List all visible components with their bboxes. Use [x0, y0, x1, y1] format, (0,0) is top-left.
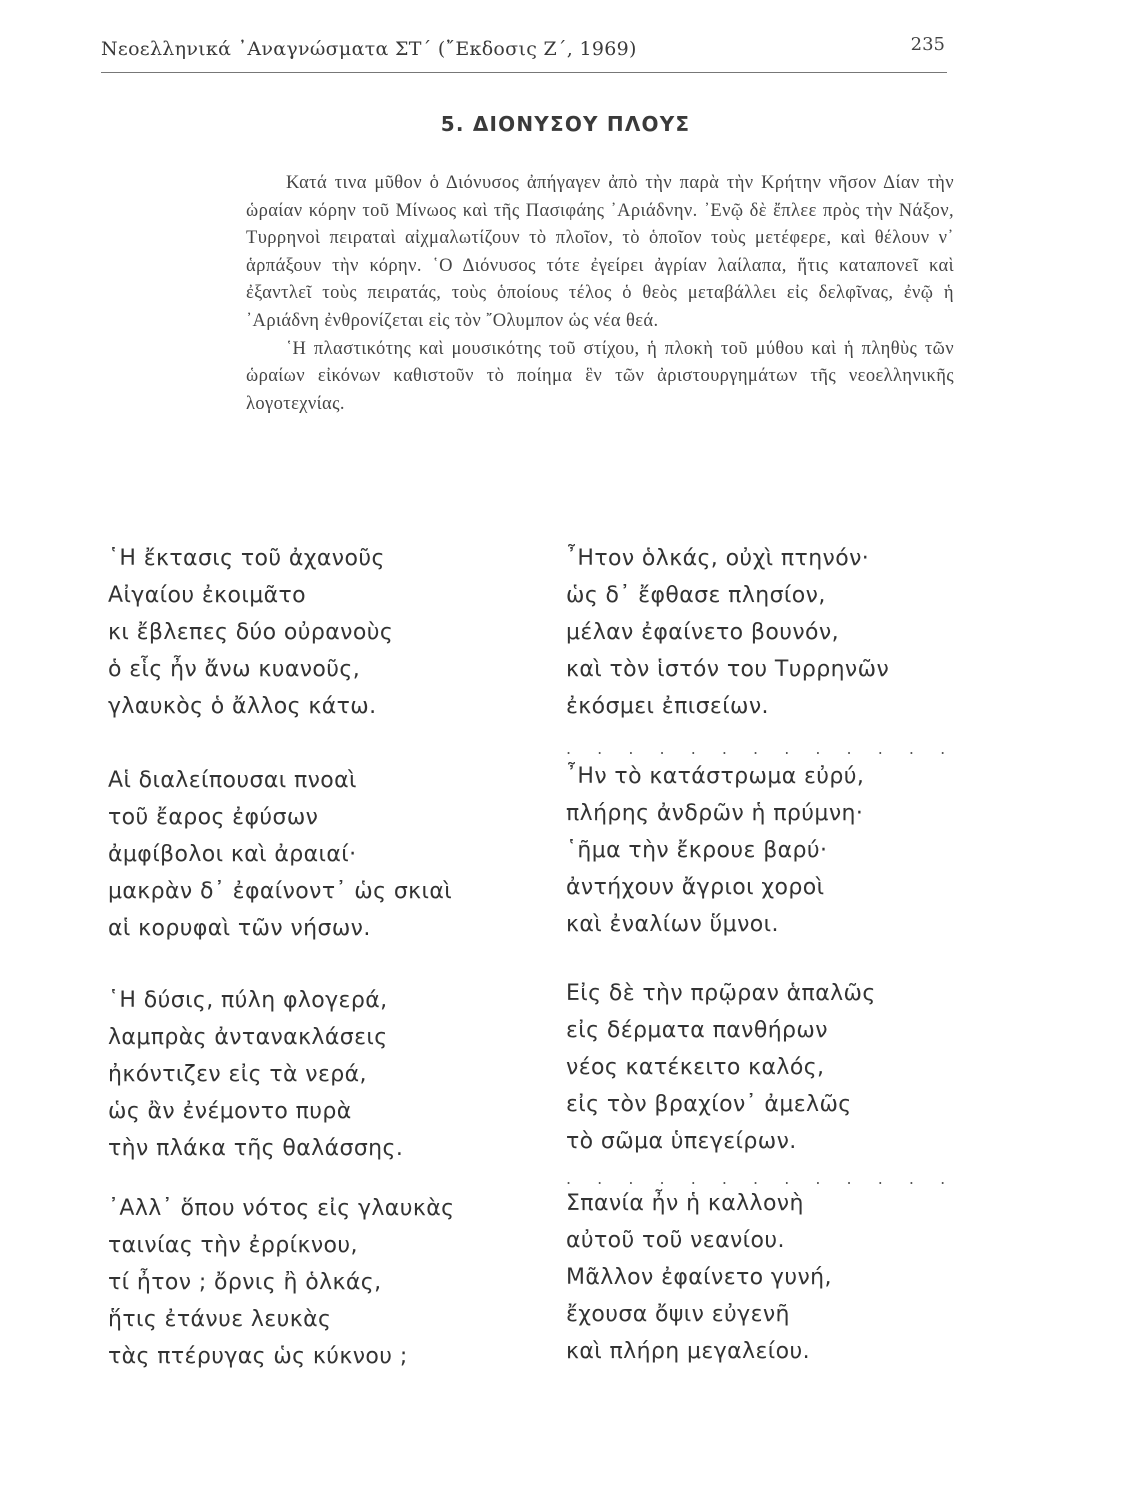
verse-line: νέος κατέκειτο καλός,: [566, 1055, 825, 1080]
header-rule: [101, 72, 947, 73]
verse-line: γλαυκὸς ὁ ἄλλος κάτω.: [108, 694, 377, 719]
stanza: [566, 540, 986, 725]
verse-line: αἱ κορυφαὶ τῶν νήσων.: [108, 916, 371, 941]
verse-line: ῏Ητον ὁλκάς, οὐχὶ πτηνόν·: [566, 546, 870, 571]
verse-line: καὶ πλήρη μεγαλείου.: [566, 1339, 810, 1364]
verse-line: Μᾶλλον ἐφαίνετο γυνή,: [566, 1265, 832, 1290]
verse-line: ἠκόντιζεν εἰς τὰ νερά,: [108, 1062, 367, 1087]
verse-line: ἐκόσμει ἐπισείων.: [566, 694, 769, 719]
running-header: [101, 34, 951, 74]
verse-line: ᾿Αλλ᾿ ὅπου νότος εἰς γλαυκὰς: [108, 1196, 455, 1221]
stanza: [566, 758, 986, 943]
verse-line: ἀντήχουν ἄγριοι χοροὶ: [566, 875, 825, 900]
verse-line: τὴν πλάκα τῆς θαλάσσης.: [108, 1136, 404, 1161]
verse-line: κι ἔβλεπες δύο οὐρανοὺς: [108, 620, 394, 645]
intro-paragraph: Κατά τινα μῦθον ὁ Διόνυσος ἀπήγαγεν ἀπὸ τὴν παρὰ τὴν Κρήτην νῆσον Δίαν τὴν ὡραίαν κόρην τοῦ Μίνωος καὶ τῆς Πασιφάης ᾿Αριάδνην. ᾿Ενῷ δὲ ἔπλεε πρὸς τὴν Νάξον, Τυρρηνοὶ πειραταὶ αἰχμαλωτίζουν τὸ πλοῖον, τὸ ὁποῖον τοὺς μετέφερε, καὶ θέλουν ν᾿ ἁρπάξουν τὴν κόρην. ῾Ο Διόνυσος τότε ἐγείρει ἀγρίαν λαίλαπα, ἥτις καταπονεῖ καὶ ἐξαντλεῖ τοὺς πειρατάς, τοὺς ὁποίους τέλος ὁ θεὸς μεταβάλλει εἰς δελφῖνας, ἐνῷ ἡ ᾿Αριάδνη ἐνθρονίζεται εἰς τὸν ῎Ολυμπον ὡς νέα θεά.: [246, 173, 954, 331]
verse-line: καὶ ἐναλίων ὕμνοι.: [566, 912, 779, 937]
verse-line: ἔχουσα ὄψιν εὐγενῆ: [566, 1302, 790, 1327]
verse-line: εἰς δέρματα πανθήρων: [566, 1018, 828, 1043]
verse-line: εἰς τὸν βραχίον᾿ ἀμελῶς: [566, 1092, 852, 1117]
verse-line: ταινίας τὴν ἐρρίκνου,: [108, 1233, 358, 1258]
verse-line: μακρὰν δ᾿ ἐφαίνοντ᾿ ὡς σκιαὶ: [108, 879, 453, 904]
stanza: [108, 982, 528, 1167]
verse-line: ὡς δ᾿ ἔφθασε πλησίον,: [566, 583, 826, 608]
book-title: Νεοελληνικά ᾿Αναγνώσματα ΣΤ΄ (῎Εκδοσις Ζ΄, 1969): [101, 38, 637, 60]
intro-text: [246, 170, 954, 418]
verse-line: Εἰς δὲ τὴν πρῷραν ἁπαλῶς: [566, 981, 876, 1006]
verse-line: Σπανία ἦν ἡ καλλονὴ: [566, 1191, 804, 1216]
stanza: [108, 762, 528, 947]
verse-line: τοῦ ἔαρος ἐφύσων: [108, 805, 319, 830]
verse-line: ῾ῆμα τὴν ἔκρουε βαρύ·: [566, 838, 828, 863]
ellipsis-divider: . . . . . . . . . . . . .: [566, 739, 956, 758]
verse-line: τὰς πτέρυγας ὡς κύκνου ;: [108, 1344, 408, 1369]
verse-line: ὁ εἷς ἦν ἄνω κυανοῦς,: [108, 657, 361, 682]
verse-line: Αἰγαίου ἐκοιμᾶτο: [108, 583, 307, 608]
stanza: [566, 975, 986, 1160]
stanza: [108, 540, 528, 725]
verse-line: ῾Η δύσις, πύλη φλογερά,: [108, 988, 388, 1013]
verse-line: τὸ σῶμα ὑπεγείρων.: [566, 1129, 797, 1154]
ellipsis-divider: . . . . . . . . . . . . .: [566, 1169, 956, 1188]
verse-line: ὡς ἂν ἐνέμοντο πυρὰ: [108, 1099, 352, 1124]
verse-line: ἥτις ἐτάνυε λευκὰς: [108, 1307, 332, 1332]
verse-line: μέλαν ἐφαίνετο βουνόν,: [566, 620, 839, 645]
intro-paragraph: ῾Η πλαστικότης καὶ μουσικότης τοῦ στίχου, ἡ πλοκὴ τοῦ μύθου καὶ ἡ πληθὺς τῶν ὡραίων εἰκόνων καθιστοῦν τὸ ποίημα ἓν τῶν ἀριστουργημάτων τῆς νεοελληνικῆς λογοτεχνίας.: [246, 338, 954, 414]
verse-line: τί ἦτον ; ὄρνις ἢ ὁλκάς,: [108, 1270, 382, 1295]
stanza: [108, 1190, 528, 1375]
verse-line: ἀμφίβολοι καὶ ἀραιαί·: [108, 842, 357, 867]
stanza: [566, 1185, 986, 1370]
verse-line: ῾Η ἔκτασις τοῦ ἀχανοῦς: [108, 546, 385, 571]
verse-line: πλήρης ἀνδρῶν ἡ πρύμνη·: [566, 801, 864, 826]
verse-line: ῏Ην τὸ κατάστρωμα εὐρύ,: [566, 764, 865, 789]
verse-line: λαμπρὰς ἀντανακλάσεις: [108, 1025, 388, 1050]
poem-title: 5. ΔΙΟΝΥΣΟΥ ΠΛΟΥΣ: [440, 112, 691, 136]
page-number: 235: [910, 34, 945, 55]
verse-line: καὶ τὸν ἱστόν του Τυρρηνῶν: [566, 657, 890, 682]
verse-line: αὐτοῦ τοῦ νεανίου.: [566, 1228, 785, 1253]
verse-line: Αἱ διαλείπουσαι πνοαὶ: [108, 768, 357, 793]
